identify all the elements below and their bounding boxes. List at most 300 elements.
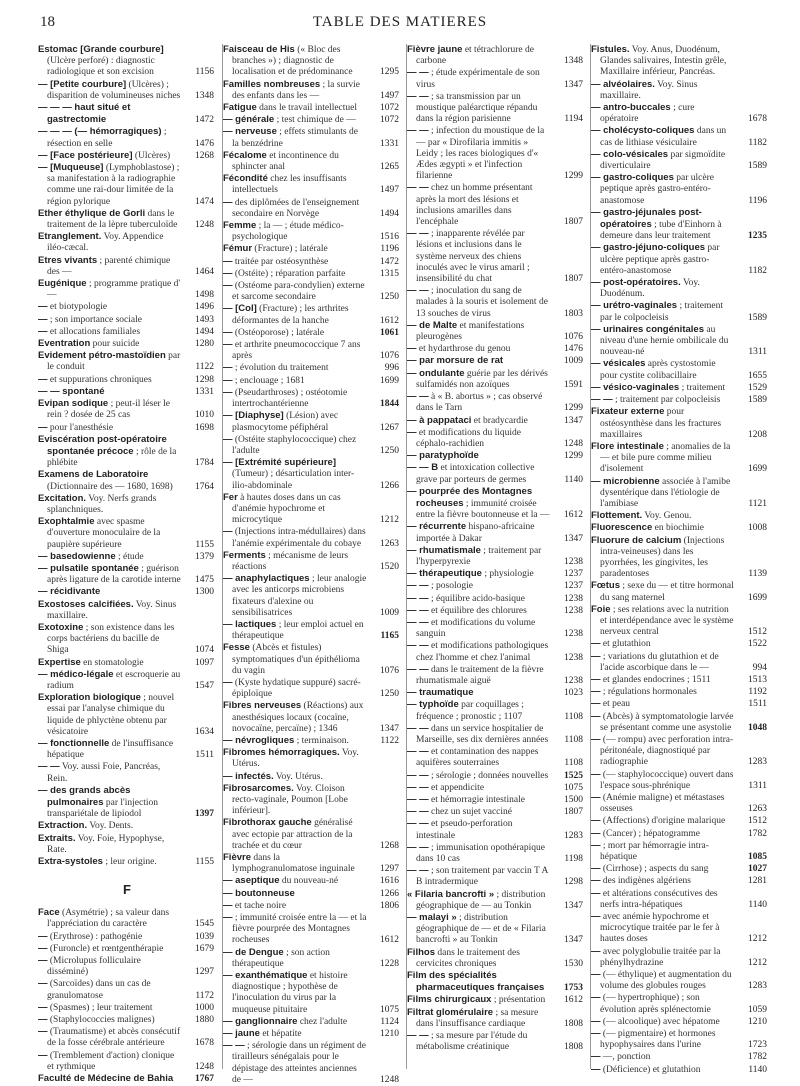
index-description: ; sexe du — et titre hormonal du sang maternel <box>600 581 734 603</box>
page-reference: 1075 <box>380 1004 399 1015</box>
index-entry <box>38 278 216 301</box>
page-reference: 1250 <box>380 689 399 700</box>
index-term: — <box>223 386 233 398</box>
index-entry <box>591 911 769 946</box>
index-entry <box>407 818 585 841</box>
index-term: — <box>591 815 601 827</box>
index-entry <box>38 516 216 551</box>
index-entry <box>223 44 401 79</box>
index-entry <box>38 907 216 930</box>
index-term: Flottement. <box>591 510 643 522</box>
index-entry <box>38 79 216 102</box>
index-description: et contamination des nappes aquifères souterraines <box>416 747 539 769</box>
index-term: — ondulante <box>407 367 465 379</box>
index-description: ; ses relations avec la nutrition et interdépendance avec le système nerveux central <box>600 604 734 638</box>
page-reference: 1494 <box>380 208 399 219</box>
page-reference: 1699 <box>748 464 767 475</box>
index-description: à hautes doses dans un cas d'anémie hypochrome et microcytique <box>232 492 341 526</box>
index-term: — <box>591 945 601 957</box>
index-description: —, ponction <box>600 1052 651 1063</box>
page-reference: 1295 <box>380 67 399 78</box>
index-description: par ulcère peptique après gastro-entéro-anastomose <box>600 173 714 206</box>
index-description: guérie par les dérivés sulfamidés non azoïques <box>416 368 548 390</box>
index-description: ; programme pratique d' — <box>47 279 181 301</box>
index-entry <box>38 102 216 126</box>
index-entry <box>591 969 769 992</box>
index-entry <box>591 242 769 277</box>
index-term: Film des spécialités pharmaceutiques françaises <box>407 970 545 994</box>
index-description: (Ulcères) <box>132 150 171 161</box>
index-term: — <box>223 526 233 538</box>
page-reference: 1023 <box>564 688 583 699</box>
page-reference: 1108 <box>564 758 583 769</box>
page-reference: 1784 <box>195 458 214 469</box>
index-entry <box>223 526 401 549</box>
page-reference: 1248 <box>380 1074 399 1085</box>
index-description: et allocations familiales <box>47 326 141 337</box>
index-description: ; régulations hormonales <box>600 687 697 698</box>
index-term: — rhumatismale <box>407 544 481 556</box>
page-reference: 1512 <box>748 627 767 638</box>
index-description: et appendicite <box>428 782 485 793</box>
page-reference: 1808 <box>564 1042 583 1053</box>
index-entry <box>591 1051 769 1063</box>
index-entry <box>591 535 769 581</box>
index-entry <box>223 387 401 410</box>
page-reference: 1268 <box>195 150 214 161</box>
index-entry <box>223 220 401 243</box>
page-reference: 1806 <box>380 900 399 911</box>
index-column-3 <box>406 44 585 1069</box>
index-description: dans le traitement des cervicites chroniques <box>416 947 520 969</box>
index-entry <box>223 280 401 303</box>
index-description: et bradycardie <box>471 415 528 426</box>
page-reference: 1048 <box>748 722 767 733</box>
index-term: — <box>223 339 233 351</box>
index-term: Extraction. <box>38 820 88 832</box>
index-entry <box>591 522 769 534</box>
page-reference: 1493 <box>195 314 214 325</box>
index-description: ; peut-il léser le rein ? dosée de 25 cas <box>47 399 170 421</box>
index-entry <box>407 521 585 544</box>
index-description: Voy. Sinus maxillaire. <box>47 599 177 621</box>
index-description: généralisé avec ectopie par attraction de la trachée et du cœur <box>232 818 353 851</box>
page-reference: 1140 <box>564 474 583 485</box>
index-term: — exanthématique <box>223 970 308 982</box>
index-description: (Tumeur) ; désarticulation inter-ilio-abdominale <box>232 469 355 491</box>
page-reference: 1753 <box>564 983 583 994</box>
index-description: chez un sujet vacciné <box>428 807 512 818</box>
index-term: — — <box>407 794 429 805</box>
page-reference: 1198 <box>564 854 583 865</box>
index-term: — <box>591 698 601 710</box>
index-term: — — <box>407 580 429 592</box>
index-entry <box>223 700 401 735</box>
index-entry <box>38 338 216 350</box>
page-reference: 1803 <box>564 308 583 319</box>
index-term: — <box>591 768 601 780</box>
index-description: (Pseudarthroses) ; ostéotomie intertrochantérienne <box>232 387 348 410</box>
index-term: — <box>591 673 601 685</box>
index-term: — <box>38 930 48 942</box>
index-description: ; distribution géographique de — au Tonkin <box>416 889 546 911</box>
index-description: ; immunisation opothérapique dans 10 cas <box>416 842 545 865</box>
index-term: — — <box>407 285 429 297</box>
index-description: et incontinence du sphincter anal <box>232 150 339 173</box>
index-entry <box>591 815 769 827</box>
page-reference: 1039 <box>195 931 214 942</box>
page-reference: 1000 <box>195 1002 214 1013</box>
index-entry <box>591 441 769 476</box>
index-term: — cholécysto-coliques <box>591 125 695 137</box>
index-entry <box>223 79 401 102</box>
page-reference: 1767 <box>195 1074 214 1085</box>
index-entry <box>407 605 585 617</box>
page-reference: 1182 <box>748 137 767 148</box>
index-entry <box>223 852 401 875</box>
index-entry <box>223 900 401 912</box>
page-reference: 1027 <box>748 864 767 875</box>
index-description: ; terminaison. <box>294 735 349 746</box>
index-term: — anaphylactiques <box>223 573 310 585</box>
index-entry <box>38 669 216 692</box>
index-entry <box>38 761 216 784</box>
page-reference: 1280 <box>195 339 214 350</box>
index-term: — <box>223 255 233 267</box>
index-entry <box>591 476 769 511</box>
index-entry <box>591 207 769 243</box>
index-description: (Traumatisme) et abcès consécutif de la fosse cérébrale antérieure <box>47 1027 181 1049</box>
page-reference: 1172 <box>195 990 214 1001</box>
page-reference: 1475 <box>195 575 214 586</box>
index-description: ; leur origine. <box>102 857 157 868</box>
index-entry <box>407 699 585 722</box>
index-description: et pseudo-perforation intestinale <box>416 819 513 841</box>
index-term: — jaune <box>223 1028 260 1040</box>
index-entry <box>591 946 769 969</box>
index-term: Fibres nerveuses <box>223 700 302 712</box>
index-entry <box>38 126 216 149</box>
page-number: 18 <box>40 14 55 30</box>
index-term: — <box>407 426 417 438</box>
index-entry <box>591 863 769 875</box>
index-entry <box>591 300 769 323</box>
page-reference: 1612 <box>564 995 583 1006</box>
index-term: — antro-buccales <box>591 102 671 114</box>
index-term: — — <box>407 67 429 79</box>
index-entry <box>407 617 585 640</box>
index-description: ; physiologie <box>481 569 534 580</box>
index-term: Fibrothorax gauche <box>223 817 312 829</box>
index-description: ; la survie des enfants dans les — <box>232 79 360 101</box>
index-term: Eviscération post-opératoire spontanée précoce <box>38 433 167 457</box>
index-entry <box>591 510 769 522</box>
index-term: — — <box>407 90 429 102</box>
index-term: — paratyphoïde <box>407 450 479 462</box>
index-column-4 <box>590 44 769 1075</box>
index-column-1 <box>38 44 216 1085</box>
index-entry <box>591 686 769 698</box>
page-reference: 996 <box>384 363 399 374</box>
page-reference: 1140 <box>748 1064 767 1075</box>
page-reference: 1500 <box>564 795 583 805</box>
index-term: — — <box>407 818 429 830</box>
index-term: — — <box>591 394 613 406</box>
index-entry <box>38 301 216 313</box>
page-reference: 1511 <box>748 699 767 710</box>
index-term: Examens de Laboratoire <box>38 469 149 481</box>
index-term: — fonctionnelle <box>38 737 110 749</box>
index-term: — <box>591 1028 601 1040</box>
index-term: Ferments <box>223 549 266 561</box>
index-term: — aseptique <box>223 875 280 887</box>
index-term: Familles nombreuses <box>223 78 321 90</box>
index-entry <box>223 362 401 374</box>
index-description: à « B. abortus » ; cas observé dans le Tarn <box>416 392 543 414</box>
index-description: et hémorragie intestinale <box>428 795 525 805</box>
index-description: dans un cas de lithiase vésiculaire <box>600 126 727 148</box>
page-reference: 1616 <box>380 876 399 887</box>
page-reference: 1237 <box>564 569 583 580</box>
index-description: (Erythrose) : pathogénie <box>47 931 143 942</box>
index-term: Face <box>38 907 60 919</box>
index-term: — par morsure de rat <box>407 355 504 367</box>
page-reference: 1612 <box>380 315 399 326</box>
index-term: — typhoïde <box>407 699 459 711</box>
index-description: (Furoncle) et rœntgenthérapie <box>47 943 164 954</box>
index-entry <box>38 469 216 492</box>
index-description: et intoxication collective grave par porteurs de germes <box>416 463 535 485</box>
index-entry <box>223 771 401 783</box>
index-term: Fièvre <box>223 852 251 864</box>
page-reference: 1347 <box>564 935 583 946</box>
index-description: dans le traitement de la fièvre rhumatismale aiguë <box>416 664 544 686</box>
index-entry <box>591 79 769 102</box>
page-reference: 1283 <box>748 757 767 768</box>
index-description: Voy. Duodénum. <box>600 278 700 300</box>
index-term: Exploration biologique <box>38 692 141 704</box>
index-entry <box>38 386 216 398</box>
index-entry <box>38 738 216 761</box>
index-description: ; sérologie dans un régiment de tirailleurs sénégalais pour le dépistage des atteintes anciennes de — <box>232 1041 366 1085</box>
index-entry <box>223 1028 401 1040</box>
index-term: — <box>591 992 601 1004</box>
page-reference: 1266 <box>380 888 399 899</box>
page-reference: 1297 <box>380 864 399 875</box>
page-reference: 1238 <box>564 675 583 686</box>
index-description: (— pigmentaire) et hormones hypophysaires dans l'urine <box>600 1029 716 1051</box>
index-term: Eugénique <box>38 278 87 290</box>
page-reference: 1589 <box>748 161 767 172</box>
index-description: ; son existence dans les corps bactériens du bacille de Shiga <box>47 622 175 656</box>
index-description: (Staphylococcies malignes) <box>47 1015 155 1026</box>
page-reference: 1196 <box>748 195 767 206</box>
index-entry <box>407 782 585 794</box>
page-reference: 1298 <box>564 877 583 888</box>
index-term: — récurrente <box>407 521 467 533</box>
page-reference: 1248 <box>564 438 583 449</box>
page-reference: 1009 <box>380 607 399 618</box>
index-entry <box>591 149 769 172</box>
page-reference: 1782 <box>748 1052 767 1063</box>
index-term: Exotoxine <box>38 621 84 633</box>
index-description: (Asymétrie) ; sa valeur dans l'appréciation du caractère <box>47 908 170 930</box>
index-term: Expertise <box>38 656 81 668</box>
index-entry <box>407 91 585 126</box>
page-reference: 1009 <box>564 356 583 367</box>
index-description: ; son action thérapeutique <box>232 947 330 969</box>
index-entry <box>38 1073 216 1085</box>
index-term: — <box>38 1049 48 1061</box>
index-description: (Cirrhose) ; aspects du sang <box>600 864 709 875</box>
index-term: — microbienne <box>591 475 660 487</box>
index-entry <box>223 339 401 362</box>
index-term: — <box>38 978 48 990</box>
page-header <box>40 14 760 36</box>
index-description: et équilibre des chlorures <box>428 605 527 616</box>
index-entry <box>407 450 585 462</box>
index-term: — — <box>407 228 429 240</box>
index-term: — malayi » <box>407 912 457 924</box>
index-entry <box>591 394 769 406</box>
index-description: (« Bloc des branches ») ; diagnostic de localisation et de prédominance <box>232 45 353 78</box>
index-term: — infectés. <box>223 770 274 782</box>
index-description: chez les insuffisants intellectuels <box>232 174 347 196</box>
index-entry <box>407 486 585 522</box>
index-term: — <box>591 887 601 899</box>
index-description: ; mécanisme de leurs réactions <box>232 550 349 572</box>
index-description: en biochimie <box>652 523 704 534</box>
index-entry <box>407 285 585 320</box>
index-term: Ether éthylique de Gorli <box>38 207 146 219</box>
index-description: (Sarcoïdes) dans un cas de granulomatose <box>47 979 151 1001</box>
index-entry <box>223 102 401 114</box>
page-reference: 1097 <box>195 657 214 668</box>
index-term: — gastro-jéjuno-coliques <box>591 242 706 254</box>
index-term: — <box>223 912 233 924</box>
page-reference: 1297 <box>195 967 214 978</box>
index-entry <box>223 573 401 619</box>
index-term: Exophtalmie <box>38 516 95 528</box>
index-entry <box>407 545 585 568</box>
index-term: Foie <box>591 603 611 615</box>
index-term: — <box>38 313 48 325</box>
index-entry <box>223 410 401 433</box>
index-entry <box>38 255 216 278</box>
page-reference: 1782 <box>748 828 767 839</box>
index-description: et manifestations pleurogènes <box>416 320 525 343</box>
page-reference: 1589 <box>748 395 767 406</box>
index-entry <box>38 326 216 338</box>
index-entry <box>591 1028 769 1051</box>
section-letter: F <box>123 882 131 898</box>
index-entry <box>223 817 401 852</box>
index-term: Evidement pétro-mastoïdien <box>38 350 166 362</box>
page-reference: 1311 <box>748 780 767 791</box>
page-reference: 1122 <box>380 735 399 746</box>
index-entry <box>223 677 401 700</box>
page-reference: 1807 <box>564 807 583 818</box>
index-entry <box>407 427 585 450</box>
index-entry <box>591 102 769 125</box>
index-entry <box>223 747 401 770</box>
index-term: — — <box>407 604 429 616</box>
index-entry <box>223 642 401 677</box>
index-entry <box>38 1014 216 1026</box>
page-reference: 1347 <box>564 900 583 911</box>
page-reference: 1880 <box>195 1015 214 1026</box>
index-term: — alvéolaires. <box>591 78 655 90</box>
index-entry <box>591 698 769 710</box>
index-description: et tache noire <box>232 900 287 911</box>
page-title: TABLE DES MATIERES <box>312 14 488 30</box>
page-reference: 1311 <box>748 347 767 358</box>
index-term: — <box>38 373 48 385</box>
index-entry <box>407 746 585 769</box>
index-entry <box>38 820 216 832</box>
index-entry <box>407 687 585 699</box>
index-entry <box>38 1050 216 1073</box>
index-term: — — <box>407 806 429 818</box>
page-reference: 1300 <box>195 587 214 598</box>
index-description: ; anomalies de la — et bile pure comme milieu d'isolement <box>600 441 731 475</box>
page-reference: 1228 <box>380 958 399 969</box>
index-description: ; traitement par le colpocleisis <box>600 301 723 323</box>
page-reference: 1347 <box>564 533 583 544</box>
index-term: — <box>223 899 233 911</box>
index-entry <box>407 865 585 888</box>
index-description: (Réactions) aux anesthésiques locaux (cocaïne, novocaïne, percaïne) ; 1346 <box>232 701 364 734</box>
index-description: ; infection du moustique de la — par « Dirofilaria immitis » Leidy ; les races biologiques d'« Ædes ægypti » et l'infection filarienne <box>416 126 545 182</box>
page-reference: 1248 <box>195 220 214 231</box>
index-columns <box>38 44 768 1085</box>
index-entry <box>38 44 216 79</box>
index-description: chez un homme présentant après la mort des lésions et inclusions amarilles dans l'encéphale <box>416 183 533 228</box>
index-entry <box>407 44 585 67</box>
index-term: — névrogliques <box>223 734 295 746</box>
page-reference: 1472 <box>380 256 399 267</box>
index-term: Fibromes hémorragiques. <box>223 747 340 759</box>
index-term: — [Extrémité supérieure] <box>223 457 336 469</box>
page-reference: 1121 <box>748 498 767 509</box>
index-term: — à pappataci <box>407 414 472 426</box>
index-description: des indigènes algériens <box>600 876 691 887</box>
index-description: Voy. Genou. <box>642 511 692 522</box>
index-description: (Affections) d'origine malarique <box>600 816 726 827</box>
page-reference: 1196 <box>380 244 399 255</box>
index-entry <box>407 1030 585 1053</box>
index-description: (Tremblement d'action) clonique et rythmique <box>47 1050 175 1072</box>
index-description: Voy. Foie, Hypophyse, Rate. <box>47 833 165 855</box>
index-entry <box>407 842 585 865</box>
page-reference: 1331 <box>195 386 214 397</box>
index-description: (Injections intra-médullaires) dans l'anémie expérimentale du cobaye <box>232 527 366 549</box>
index-description: par le conduit <box>47 351 181 373</box>
index-entry <box>38 208 216 231</box>
index-description: (Anémie maligne) et métastases osseuses <box>600 793 725 815</box>
page-reference: 1379 <box>195 551 214 562</box>
page-reference: 1237 <box>564 581 583 592</box>
index-description: pour suicide <box>90 339 140 350</box>
page-reference: 1347 <box>380 723 399 734</box>
index-description: ; traitement par colpocleisis <box>612 395 721 406</box>
index-entry <box>591 828 769 840</box>
index-term: — — <box>407 769 429 781</box>
index-entry <box>223 912 401 947</box>
page-reference: 1545 <box>195 919 214 930</box>
index-term: — <box>38 1014 48 1026</box>
index-entry <box>38 657 216 669</box>
